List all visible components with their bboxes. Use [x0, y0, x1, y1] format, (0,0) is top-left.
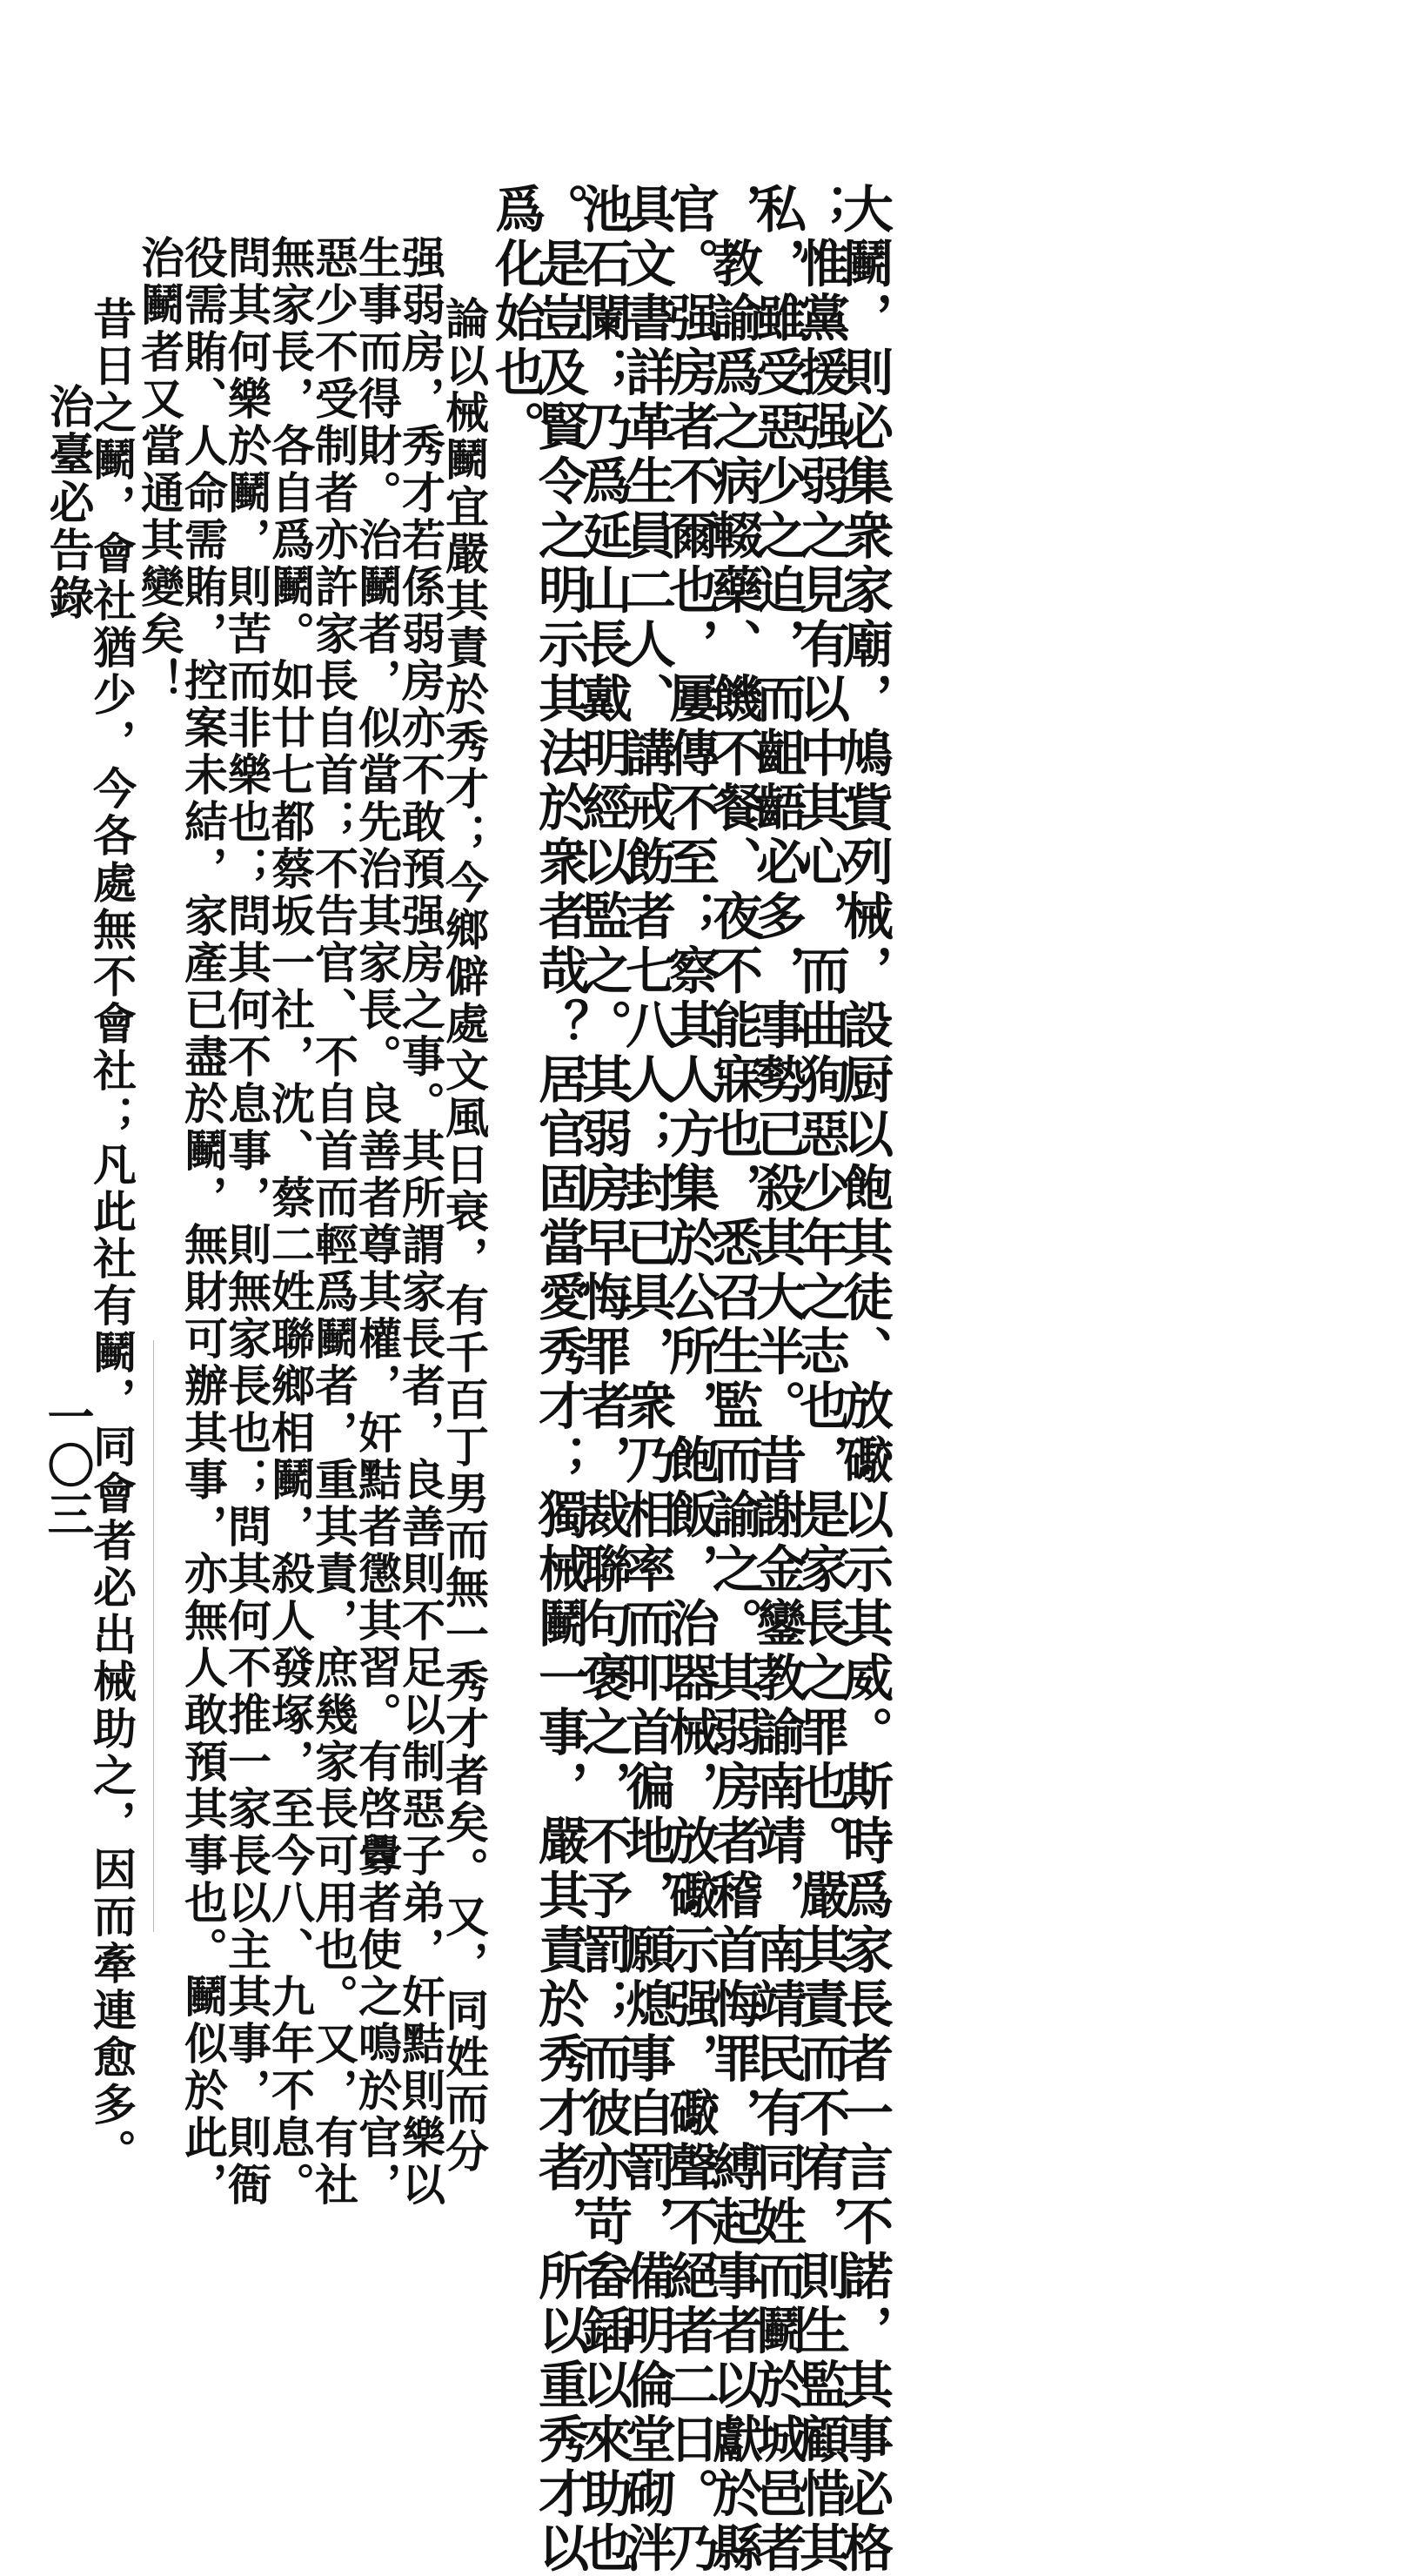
text-column: 惡少不受制者亦許家長自首；不告官、不自首而輕爲鬭者，重其責，庶幾家長可用也。又，有社: [308, 235, 359, 2209]
text-column: 官。强房者不爾也，屢傳不至；察其人方集於公所，飽飯，治器械，放礮示强，礮聲不絕者二日。乃: [660, 183, 720, 2576]
text-column: 爲化始也。: [486, 183, 546, 455]
text-column: 役需賄、人命需賄，控案未結，家產已盡於鬭，無財可辦其事，亦無人敢預其事也。鬭似於此，: [177, 235, 229, 2209]
text-column: 池石闌；乃爲延山長戴明經以監之。其弱房早悔罪者，裁聯句褒之，不予罰；而彼亦苛畚鍤以來助也: [573, 183, 633, 2576]
margin-rule: [153, 1340, 154, 1932]
text-column: 强弱房，秀才若係弱房亦不敢預强房之事。其所謂家長者，良善則不足以制惡子弟，奸黠則樂以: [395, 235, 446, 2209]
page-number: 一〇三: [40, 1392, 96, 1539]
text-column: ；惟黨援强弱之見有以中其心，而曲狥惡少年之志也，是家長之罪也。嚴其責而不宥，則生監顧惜其: [791, 183, 850, 2576]
text-column: 昔日之鬭，會社猶少，今各處無不會社；凡此社有鬭，同會者必出械助之，因而牽連愈多。: [86, 296, 137, 2176]
text-column: 論以械鬭宜嚴其責於秀才；今鄉僻處文風日衰，有千百丁男而無一秀才者矣。又，同姓而分: [439, 296, 490, 2176]
text-column: 。是豈及賢令之明示其法於衆者哉？居官固當愛秀才；獨械鬭一事，嚴其責於秀才者，所以重秀才以: [530, 183, 589, 2576]
text-column: 問其何樂於鬭，則苦而非樂也；問其何不息事，則無家長也；問其何不推一家長以主其事，則衙: [221, 235, 272, 2209]
text-column: 生事而得財。治鬭者，似當先治其家長。良善者尊其權，奸黠者懲其習。有啓釁者使之鳴於官，: [352, 235, 403, 2209]
text-column: 無家長，各自爲鬭。如廿七都蔡坂一社，沈、蔡二姓聯鄉相鬭，殺人發塚，至今八、九年不息。: [264, 235, 316, 2209]
book-title: 治臺必告錄: [41, 383, 94, 622]
text-column: 具文書詳革生員二人、講戒飭者七八人；封已具，衆乃相率而叩首徧地，願熄事自罰，備明倫堂砌泮: [617, 183, 676, 2576]
text-column: ，教諭爲之病輟藥、饑不餐、夜不能寐也，悉召生監而諭之。其弱房者稽首悔罪，縛起事者以獻於縣: [704, 183, 763, 2576]
text-column: 治鬭者又當通其變矣！: [134, 235, 185, 705]
text-column: 私，雖受惡少之迫，而齟齬必多，事勢已殺其大半。昔謝金鑾教諭南靖，南靖民有同姓而鬬於城邑者: [747, 183, 807, 2576]
text-column: 大鬭，則必集衆家廟，鳩貲列械，設厨以飽其徒、放礮以示其威。斯時爲家長者一言不諾，其事必格: [834, 183, 894, 2576]
